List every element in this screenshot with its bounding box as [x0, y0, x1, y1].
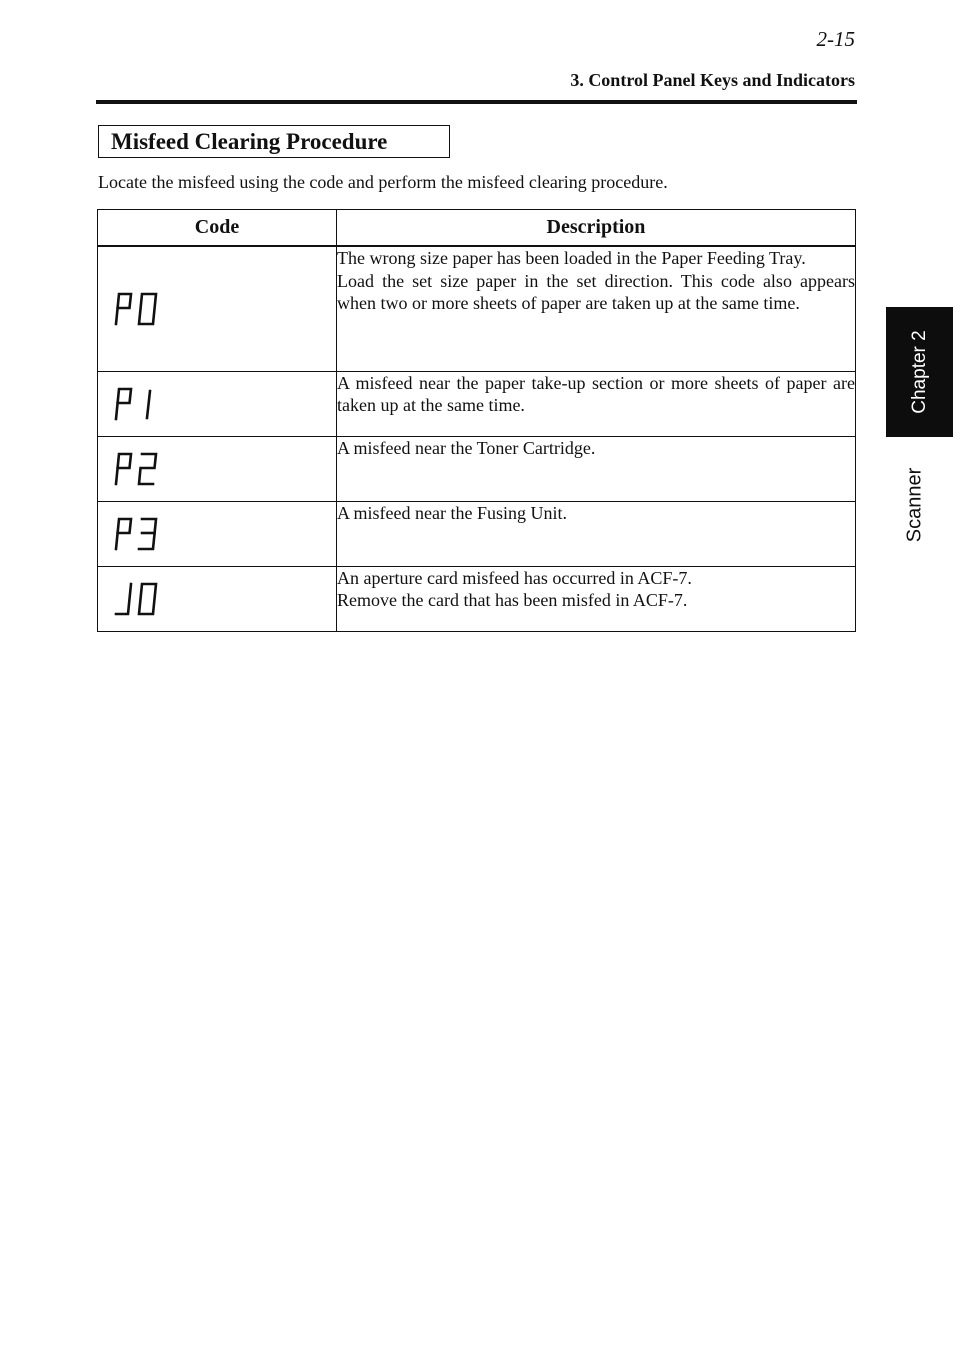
seven-segment-code-p3 [112, 515, 162, 553]
code-cell [98, 436, 337, 501]
section-header: 3. Control Panel Keys and Indicators [570, 70, 855, 90]
description-line: A misfeed near the paper take-up section or more sheets of paper are taken up at the same time. [337, 372, 855, 415]
seven-segment-code-p0 [112, 290, 162, 328]
description-line: A misfeed near the Fusing Unit. [337, 502, 567, 523]
seven-segment-code-p2 [112, 450, 162, 488]
description-cell [337, 566, 856, 631]
code-cell [98, 566, 337, 631]
table-row [98, 501, 856, 566]
table-row [98, 566, 856, 631]
description-cell [337, 371, 856, 436]
description-line: The wrong size paper has been loaded in the Paper Feeding Tray. [337, 248, 806, 268]
description-cell [337, 436, 856, 501]
seven-segment-code-p1 [112, 385, 162, 423]
header-rule [96, 100, 857, 104]
misfeed-code-table [97, 209, 856, 632]
chapter-tab [886, 307, 953, 437]
description-cell [337, 246, 856, 371]
description-line: A misfeed near the Toner Cartridge. [337, 437, 596, 458]
code-cell [98, 501, 337, 566]
code-cell [98, 371, 337, 436]
description-cell [337, 501, 856, 566]
table-row [98, 436, 856, 501]
column-header-code: Code [98, 210, 337, 247]
table-row [98, 246, 856, 371]
table-header-row [98, 210, 856, 247]
page-title: Misfeed Clearing Procedure [111, 129, 388, 154]
description-line: Load the set size paper in the set direction. This code also appears when two or more sheets of paper are taken up at the same time. [337, 270, 855, 313]
section-side-label-text: Scanner [903, 467, 926, 543]
title-box [98, 125, 450, 158]
chapter-tab-label: Chapter 2 [908, 330, 930, 414]
description-line: Remove the card that has been misfed in ACF-7. [337, 590, 688, 610]
seven-segment-code-j0 [112, 580, 162, 618]
table-row [98, 371, 856, 436]
section-side-label [886, 440, 944, 570]
column-header-description: Description [337, 210, 856, 247]
page-number: 2-15 [816, 27, 855, 51]
description-line: An aperture card misfeed has occurred in ACF-7. [337, 567, 692, 588]
code-cell [98, 246, 337, 371]
intro-text: Locate the misfeed using the code and perform the misfeed clearing procedure. [98, 172, 668, 192]
